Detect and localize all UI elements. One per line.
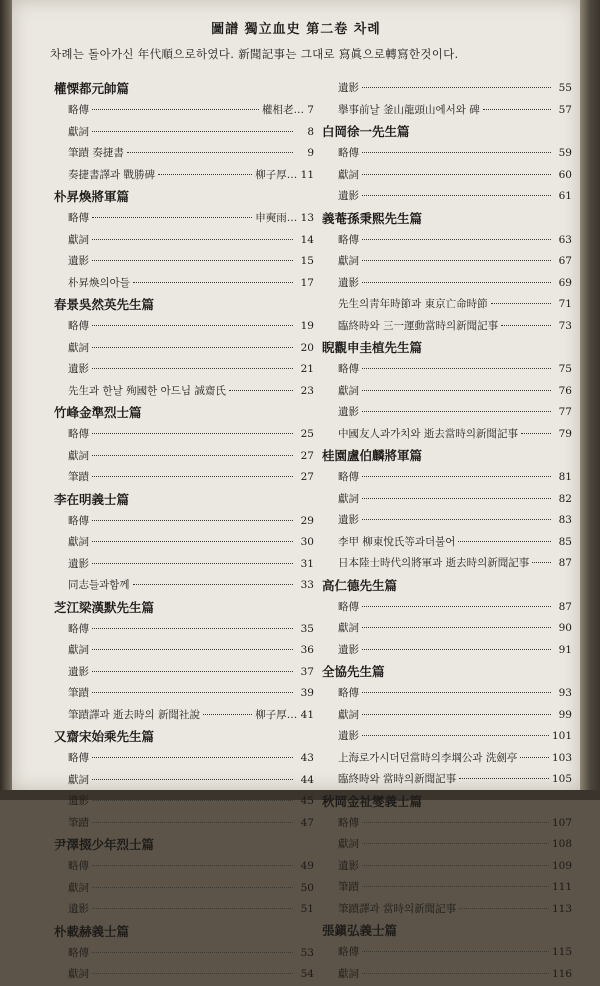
toc-section-heading: 尹澤掇少年烈士篇: [54, 837, 155, 852]
toc-entry-page: 23: [300, 384, 314, 397]
dot-leader: [362, 627, 551, 628]
toc-entry-title: 遺影: [68, 363, 89, 375]
dot-leader: [92, 908, 293, 909]
toc-entry-title: 遺影: [68, 557, 89, 570]
dot-leader: [92, 779, 293, 780]
toc-entry-title: 獻詞: [68, 773, 89, 786]
toc-entry-page: 20: [300, 341, 314, 354]
toc-entry: [54, 705, 314, 727]
toc-entry-title: 獻詞: [68, 233, 89, 246]
toc-entry-page: 47: [300, 816, 314, 829]
toc-entry: [54, 381, 314, 403]
toc-entry-page: 29: [300, 514, 314, 527]
toc-entry-title: 遺影: [338, 276, 359, 289]
toc-entry: [322, 726, 572, 748]
toc-section-heading: 李在明義士篇: [54, 491, 130, 507]
dot-leader: [203, 714, 252, 715]
toc-entry: [54, 856, 314, 878]
toc-entry: [54, 122, 314, 144]
toc-entry-page: 44: [300, 773, 314, 786]
toc-entry-page: 60: [558, 168, 572, 181]
toc-entry-title: 略傳: [338, 233, 359, 246]
toc-entry: [54, 100, 314, 122]
toc-entry-page: 35: [300, 622, 314, 635]
toc-entry: [322, 251, 572, 273]
toc-entry-page: 19: [300, 320, 314, 332]
toc-entry: [54, 640, 314, 662]
dot-leader: [92, 822, 293, 823]
toc-section-heading: 春景吳然英先生篇: [54, 297, 155, 312]
toc-section-heading: 朴昇煥將軍篇: [54, 189, 130, 204]
toc-entry-title: 獻詞: [68, 125, 89, 138]
dot-leader: [92, 563, 293, 564]
toc-entry: [54, 791, 314, 813]
toc-entry: [54, 813, 314, 835]
toc-entry-title: 獻詞: [68, 341, 89, 354]
dot-leader: [362, 260, 551, 261]
dot-leader: [362, 282, 551, 283]
dot-leader: [491, 303, 551, 304]
dot-leader: [92, 973, 293, 974]
toc-entry-title: 遺影: [338, 643, 359, 656]
toc-entry-page: 申奭雨… 13: [255, 212, 314, 224]
dot-leader: [362, 87, 551, 88]
dot-leader: [92, 952, 293, 953]
toc-entry: [54, 359, 314, 381]
toc-entry: [322, 294, 572, 316]
toc-entry-title: 臨終時와 當時의新聞記事: [338, 773, 457, 785]
toc-entry-page: 87: [558, 600, 572, 613]
toc-entry-page: 權相老… 7: [261, 104, 314, 116]
toc-section-heading: 竹峰金準烈士篇: [54, 405, 142, 420]
dot-leader: [92, 109, 259, 110]
toc-entry-page: 30: [300, 536, 314, 548]
toc-entry-page: 9: [307, 147, 314, 159]
toc-entry-page: 50: [300, 881, 314, 894]
toc-entry: [322, 597, 572, 619]
toc-entry-page: 45: [300, 795, 314, 807]
toc-entry: [322, 273, 572, 295]
toc-entry-page: 17: [300, 276, 314, 289]
toc-right-column: [322, 78, 572, 985]
toc-entry: [54, 338, 314, 360]
toc-entry-page: 113: [551, 902, 572, 915]
toc-entry: [54, 748, 314, 770]
toc-entry-title: 筆蹟: [68, 816, 89, 829]
toc-entry-title: 略傳: [68, 212, 89, 224]
toc-entry-page: 39: [300, 687, 314, 699]
toc-entry-page: 87: [558, 557, 572, 569]
toc-entry-title: 獻詞: [338, 492, 359, 505]
toc-entry: [54, 554, 314, 576]
toc-entry: [322, 877, 572, 899]
dot-leader: [362, 692, 551, 693]
dot-leader: [362, 843, 549, 844]
toc-section-heading: 睨觀申圭植先生篇: [322, 340, 423, 355]
toc-entry-page: 109: [551, 859, 572, 872]
toc-entry-page: 76: [558, 384, 572, 397]
toc-entry-title: 筆蹟譯과 逝去時의 新聞社說: [68, 708, 200, 721]
toc-entry: [322, 359, 572, 381]
toc-entry-page: 81: [558, 471, 572, 483]
dot-leader: [92, 260, 293, 261]
toc-entry-page: 25: [300, 428, 314, 440]
toc-entry-page: 115: [551, 946, 572, 958]
dot-leader: [92, 692, 293, 693]
toc-entry: [322, 532, 572, 554]
toc-entry-page: 116: [551, 967, 572, 980]
toc-entry-page: 36: [300, 644, 314, 656]
toc-entry: [54, 143, 314, 165]
dot-leader: [362, 498, 551, 499]
dot-leader: [362, 368, 551, 369]
toc-entry-page: 105: [551, 773, 572, 785]
toc-entry: [54, 532, 314, 554]
toc-entry-page: 85: [558, 535, 572, 548]
toc-entry-page: 33: [300, 579, 314, 591]
toc-entry: [322, 143, 572, 165]
toc-entry-page: 柳子厚… 41: [255, 708, 314, 721]
toc-entry: [322, 748, 572, 770]
toc-entry-page: 67: [558, 255, 572, 267]
toc-entry: [54, 511, 314, 533]
dot-leader: [501, 325, 551, 326]
toc-entry-page: 15: [300, 255, 314, 267]
toc-entry-page: 83: [558, 514, 572, 526]
dot-leader: [362, 606, 551, 607]
dot-leader: [362, 865, 549, 866]
toc-entry-title: 筆蹟: [68, 687, 89, 699]
dot-leader: [229, 390, 293, 391]
toc-entry-title: 略傳: [338, 816, 359, 829]
dot-leader: [362, 174, 551, 175]
dot-leader: [92, 368, 293, 369]
toc-entry-title: 遺影: [338, 859, 359, 872]
toc-entry: [322, 424, 572, 446]
toc-entry-page: 108: [551, 838, 572, 850]
toc-entry-title: 筆蹟譯과 當時의新聞記事: [338, 902, 457, 915]
toc-section-heading: 義菴孫秉熙先生篇: [322, 210, 423, 226]
toc-entry-title: 遺影: [338, 190, 359, 202]
toc-entry-title: 遺影: [338, 730, 359, 742]
toc-entry-page: 63: [558, 233, 572, 246]
dot-leader: [362, 973, 549, 974]
toc-entry-page: 27: [300, 449, 314, 462]
toc-entry-page: 8: [307, 125, 314, 138]
toc-entry: [54, 446, 314, 468]
toc-entry-title: 朴昇煥의아들: [68, 276, 130, 289]
toc-entry: [54, 878, 314, 900]
toc-entry-page: 79: [558, 427, 572, 440]
toc-entry-title: 略傳: [68, 514, 89, 527]
toc-entry-title: 獻詞: [338, 384, 359, 397]
toc-entry: [54, 251, 314, 273]
dot-leader: [92, 347, 293, 348]
toc-entry-page: 73: [558, 319, 572, 332]
toc-entry-title: 臨終時와 三一運動當時의新聞記事: [338, 319, 499, 332]
toc-entry-page: 82: [558, 492, 572, 505]
page-subtitle: 차례는 돌아가신 年代順으로하였다. 新聞記事는 그대로 寫眞으로轉寫한것이다.: [50, 47, 459, 61]
dot-leader: [362, 239, 551, 240]
toc-entry-title: 先生의靑年時節과 東京亡命時節: [338, 298, 488, 310]
dot-leader: [92, 455, 293, 456]
toc-entry-page: 90: [558, 622, 572, 634]
toc-entry-title: 遺影: [68, 903, 89, 915]
dot-leader: [362, 476, 551, 477]
dot-leader: [92, 757, 293, 758]
dot-leader: [127, 152, 293, 153]
dot-leader: [92, 520, 293, 521]
toc-entry-page: 54: [300, 968, 314, 980]
toc-entry: [322, 381, 572, 403]
toc-section-heading: 高仁德先生篇: [322, 577, 398, 593]
toc-entry: [322, 813, 572, 835]
toc-entry-page: 101: [551, 730, 572, 742]
toc-entry-page: 71: [558, 298, 572, 310]
toc-entry-title: 獻詞: [68, 644, 89, 656]
dot-leader: [92, 865, 293, 866]
toc-entry-title: 遺影: [68, 255, 89, 267]
toc-entry-title: 略傳: [338, 687, 359, 699]
toc-entry-page: 51: [300, 903, 314, 915]
toc-entry: [322, 769, 572, 791]
toc-section-heading: 白岡徐一先生篇: [322, 124, 410, 139]
toc-entry: [54, 208, 314, 230]
toc-entry-page: 77: [558, 406, 572, 418]
page-title: 圖譜 獨立血史 第二卷 차례: [211, 22, 381, 37]
toc-entry-title: 奏捷書譯과 戰勝碑: [68, 168, 155, 181]
toc-section-heading: 又齋宋始乘先生篇: [54, 729, 155, 744]
toc-entry-page: 49: [300, 860, 314, 872]
toc-entry: [322, 856, 572, 878]
toc-entry: [54, 770, 314, 792]
toc-entry-title: 獻詞: [338, 708, 359, 721]
dot-leader: [458, 541, 551, 542]
toc-entry-title: 筆蹟 奏捷書: [68, 147, 124, 159]
toc-entry: [322, 834, 572, 856]
dot-leader: [92, 887, 293, 888]
toc-entry-page: 27: [300, 471, 314, 483]
toc-entry-page: 59: [558, 147, 572, 159]
toc-entry: [322, 467, 572, 489]
toc-entry-page: 99: [558, 708, 572, 721]
dot-leader: [133, 584, 293, 585]
toc-entry-title: 獻詞: [338, 168, 359, 181]
toc-section-heading: 全協先生篇: [322, 664, 385, 679]
dot-leader: [520, 757, 549, 758]
document-page: [12, 0, 580, 980]
dot-leader: [92, 541, 293, 542]
toc-entry-page: 111: [551, 881, 572, 893]
dot-leader: [362, 411, 551, 412]
toc-entry-page: 37: [300, 665, 314, 678]
toc-entry-page: 103: [551, 751, 572, 764]
toc-entry-page: 53: [300, 946, 314, 959]
toc-entry-title: 略傳: [338, 946, 359, 958]
toc-entry-title: 略傳: [68, 104, 89, 116]
toc-entry-title: 略傳: [68, 622, 89, 635]
dot-leader: [92, 239, 293, 240]
dot-leader: [92, 433, 293, 434]
dot-leader: [362, 886, 549, 887]
toc-entry-title: 日本陸士時代의將軍과 逝去時의新聞記事: [338, 557, 530, 569]
toc-entry: [322, 100, 572, 122]
toc-entry: [322, 899, 572, 921]
toc-entry: [54, 683, 314, 705]
toc-entry: [54, 964, 314, 986]
toc-entry: [322, 640, 572, 662]
toc-entry: [54, 316, 314, 338]
dot-leader: [362, 822, 549, 823]
dot-leader: [459, 908, 549, 909]
toc-entry-title: 李甲 柳東悅氏等과더불어: [338, 535, 456, 548]
toc-entry: [322, 489, 572, 511]
dot-leader: [521, 433, 551, 434]
dot-leader: [362, 951, 549, 952]
toc-entry-title: 上海로가시더던當時의李堈公과 洗劍亭: [338, 751, 518, 764]
toc-entry-title: 略傳: [68, 860, 89, 872]
dot-leader: [483, 109, 551, 110]
dot-leader: [92, 476, 293, 477]
toc-entry: [322, 705, 572, 727]
toc-entry-page: 93: [558, 687, 572, 699]
toc-entry-title: 遺影: [68, 665, 89, 678]
toc-entry-page: 55: [558, 82, 572, 94]
toc-entry: [54, 899, 314, 921]
toc-entry-title: 遺影: [338, 514, 359, 526]
toc-entry: [322, 78, 572, 100]
toc-section-heading: 權慄都元帥篇: [54, 81, 130, 96]
dot-leader: [362, 390, 551, 391]
dot-leader: [362, 152, 551, 153]
dot-leader: [133, 282, 293, 283]
toc-entry-title: 略傳: [338, 147, 359, 159]
toc-entry: [322, 165, 572, 187]
dot-leader: [532, 562, 551, 563]
toc-entry-title: 遺影: [338, 406, 359, 418]
toc-entry-page: 75: [558, 363, 572, 375]
toc-entry-title: 獻詞: [338, 255, 359, 267]
toc-entry: [322, 316, 572, 338]
toc-section-heading: 朴載赫義士篇: [54, 923, 130, 939]
page-edge-right: [580, 0, 600, 800]
toc-entry: [54, 467, 314, 489]
dot-leader: [362, 195, 551, 196]
toc-entry-title: 略傳: [68, 428, 89, 440]
dot-leader: [92, 217, 252, 218]
toc-entry-page: 107: [551, 816, 572, 829]
toc-entry: [322, 186, 572, 208]
toc-entry: [322, 964, 572, 986]
dot-leader: [362, 714, 551, 715]
toc-entry-title: 略傳: [338, 600, 359, 613]
dot-leader: [92, 131, 293, 132]
dot-leader: [459, 778, 549, 779]
toc-entry: [322, 553, 572, 575]
toc-entry: [322, 683, 572, 705]
toc-entry-title: 略傳: [68, 946, 89, 959]
toc-entry: [54, 943, 314, 965]
toc-entry-page: 31: [300, 557, 314, 570]
toc-entry-title: 筆蹟: [68, 471, 89, 483]
toc-entry-title: 略傳: [338, 363, 359, 375]
toc-entry-page: 69: [558, 276, 572, 289]
toc-section-heading: 秋岡金祉燮義士篇: [322, 793, 423, 809]
dot-leader: [92, 671, 293, 672]
toc-section-heading: 桂園盧伯麟將軍篇: [322, 448, 423, 463]
toc-entry: [322, 230, 572, 252]
toc-entry-title: 略傳: [68, 752, 89, 764]
toc-entry: [322, 942, 572, 964]
toc-entry: [322, 510, 572, 532]
toc-entry-title: 獻詞: [68, 449, 89, 462]
toc-left-column: [54, 78, 314, 986]
toc-entry: [54, 575, 314, 597]
toc-entry-title: 獻詞: [338, 622, 359, 634]
toc-entry-title: 擧事前날 釜山龍頭山에서와 碑: [338, 103, 480, 116]
toc-entry-title: 先生과 한날 殉國한 아드님 誠齋氏: [68, 384, 226, 397]
toc-entry: [54, 273, 314, 295]
dot-leader: [92, 325, 293, 326]
dot-leader: [92, 800, 293, 801]
toc-entry: [322, 402, 572, 424]
toc-entry-title: 中國友人과가치와 逝去當時의新聞記事: [338, 427, 519, 440]
toc-entry-title: 略傳: [68, 320, 89, 332]
toc-entry-title: 遺影: [68, 795, 89, 807]
toc-entry-page: 57: [558, 103, 572, 116]
toc-entry: [322, 618, 572, 640]
toc-entry-page: 43: [300, 752, 314, 764]
toc-entry-title: 略傳: [338, 471, 359, 483]
toc-entry-title: 獻詞: [68, 536, 89, 548]
toc-entry-page: 21: [300, 363, 314, 375]
toc-entry-title: 獻詞: [68, 968, 89, 980]
toc-entry: [54, 230, 314, 252]
toc-entry-page: 91: [558, 643, 572, 656]
dot-leader: [362, 649, 551, 650]
dot-leader: [362, 519, 551, 520]
toc-entry: [54, 619, 314, 641]
toc-entry: [54, 165, 314, 187]
toc-entry-title: 獻詞: [338, 838, 359, 850]
dot-leader: [362, 735, 549, 736]
toc-entry-page: 14: [300, 233, 314, 246]
toc-entry: [54, 662, 314, 684]
toc-section-heading: 芝江梁漢默先生篇: [54, 599, 155, 615]
dot-leader: [92, 649, 293, 650]
toc-entry: [54, 424, 314, 446]
toc-entry-title: 獻詞: [68, 881, 89, 894]
toc-entry-page: 61: [558, 190, 572, 202]
toc-entry-title: 獻詞: [338, 967, 359, 980]
toc-entry-title: 同志들과함께: [68, 579, 130, 591]
toc-entry-title: 筆蹟: [338, 881, 359, 893]
dot-leader: [158, 174, 252, 175]
dot-leader: [92, 628, 293, 629]
toc-section-heading: 張鎭弘義士篇: [322, 923, 398, 938]
toc-entry-title: 遺影: [338, 82, 359, 94]
toc-entry-page: 柳子厚… 11: [255, 168, 314, 181]
